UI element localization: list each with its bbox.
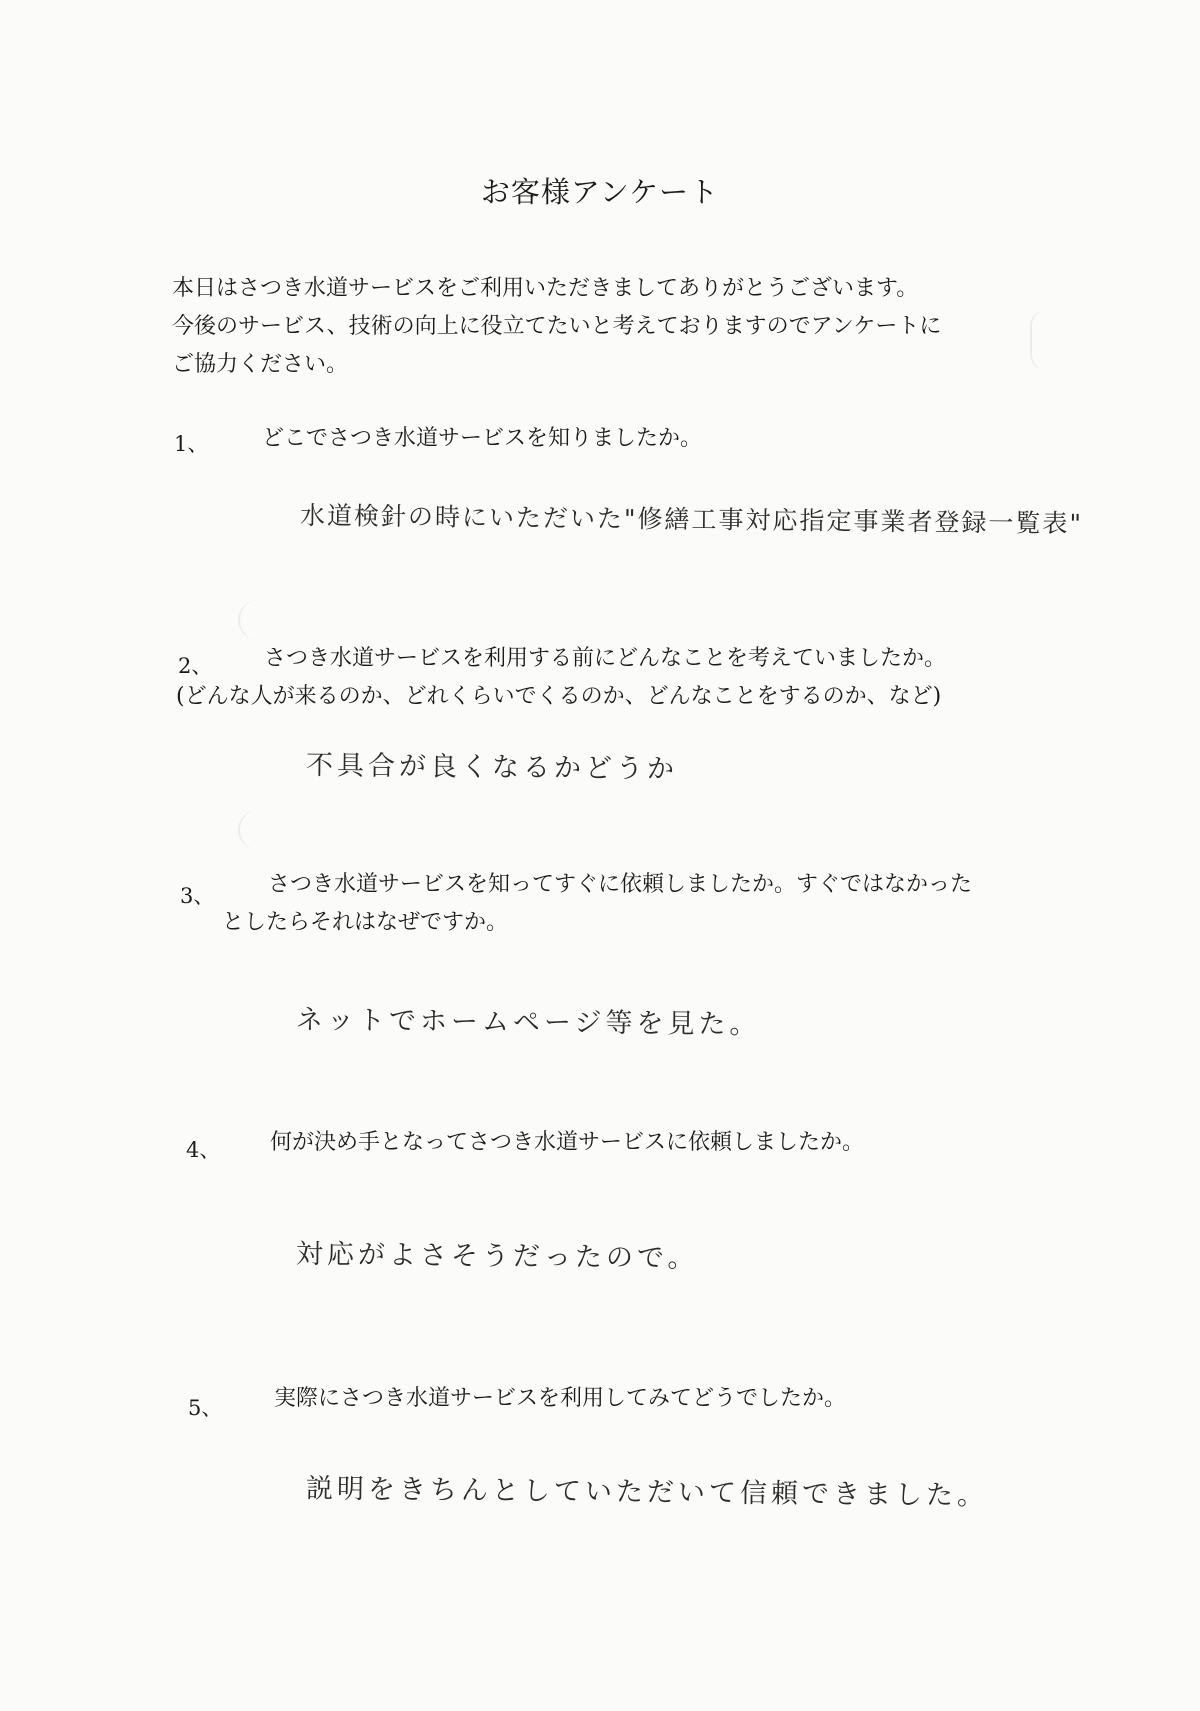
answer-5-handwritten: 説明をきちんとしていただいて信頼できました。 [305, 1473, 989, 1512]
page-title: お客様アンケート [480, 175, 720, 209]
answer-4-handwritten: 対応がよさそうだったので。 [295, 1238, 699, 1275]
question-5-text: 実際にさつき水道サービスを利用してみてどうでしたか。 [274, 1386, 847, 1411]
question-2-number: 2、 [178, 654, 213, 678]
answer-2-handwritten: 不具合が良くなるかどうか [305, 750, 679, 785]
question-1-number: 1、 [174, 432, 209, 456]
question-5-number: 5、 [188, 1396, 223, 1420]
question-4-text: 何が決め手となってさつき水道サービスに依頼しましたか。 [270, 1130, 865, 1155]
question-3-number: 3、 [180, 884, 215, 908]
bleed-through-mark [238, 810, 280, 850]
answer-1-handwritten: 水道検針の時にいただいた"修繕工事対応指定事業者登録一覧表" [299, 500, 1084, 539]
intro-line: 本日はさつき水道サービスをご利用いただきましてありがとうございます。 [172, 276, 919, 301]
question-2-subtext: (どんな人が来るのか、どれくらいでくるのか、どんなことをするのか、など) [176, 684, 942, 709]
question-4-number: 4、 [186, 1138, 221, 1162]
question-3-text: さつき水道サービスを知ってすぐに依頼しましたか。すぐではなかった [268, 872, 973, 897]
answer-3-handwritten: ネットでホームページ等を見た。 [295, 1004, 761, 1041]
intro-line: 今後のサービス、技術の向上に役立てたいと考えておりますのでアンケートに [172, 314, 942, 339]
bleed-through-mark [238, 600, 280, 640]
question-2-text: さつき水道サービスを利用する前にどんなことを考えていましたか。 [264, 646, 947, 671]
question-3-subtext: としたらそれはなぜですか。 [222, 910, 509, 935]
question-1-text: どこでさつき水道サービスを知りましたか。 [262, 426, 703, 451]
intro-line: ご協力ください。 [172, 352, 349, 377]
intro-paragraph [172, 270, 1092, 384]
